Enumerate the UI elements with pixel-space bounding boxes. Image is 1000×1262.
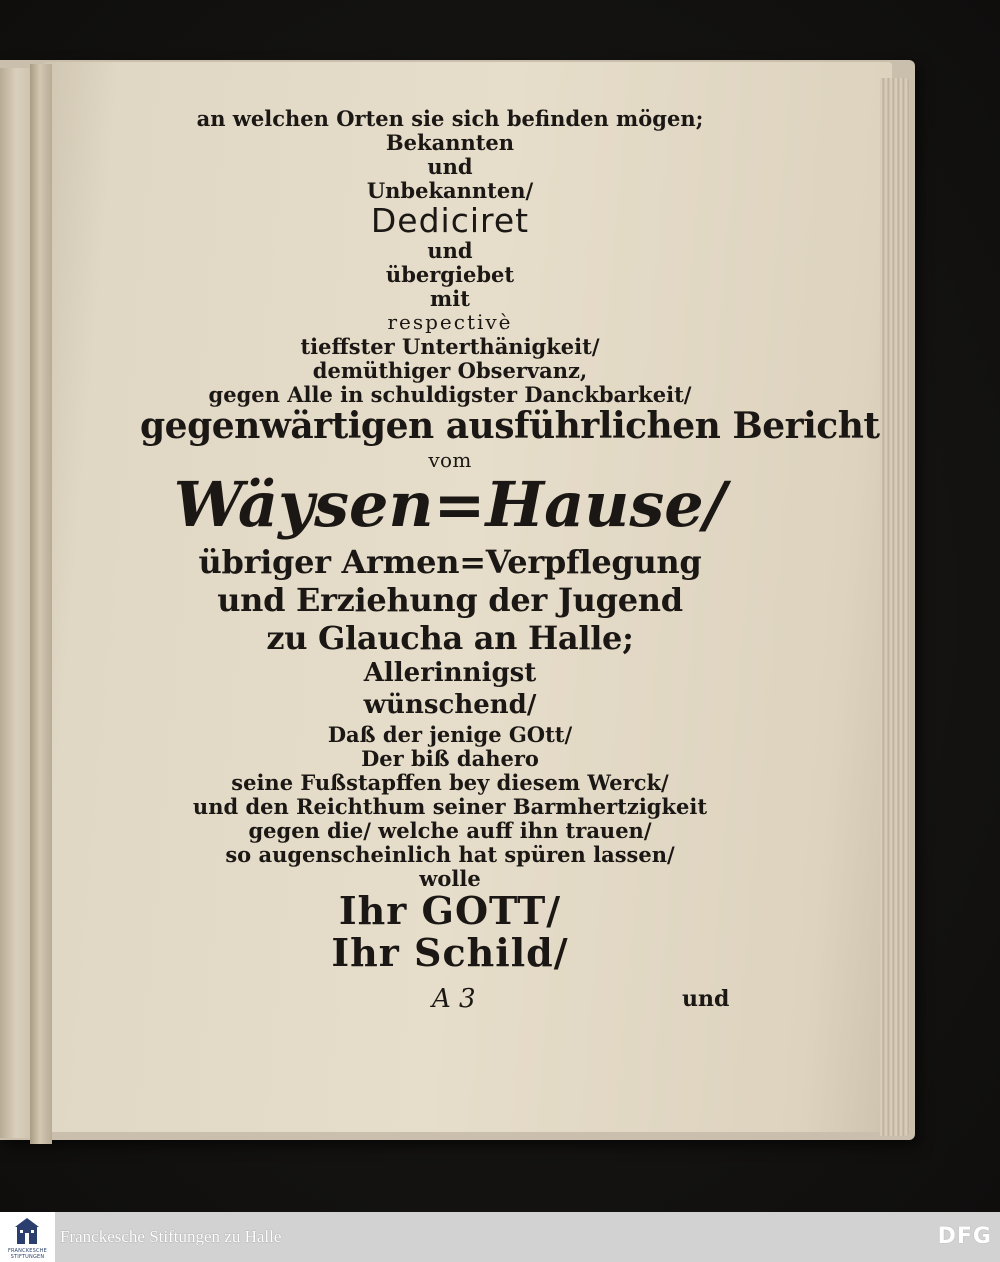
text-line: seine Fußstapffen bey diesem Werck/ bbox=[231, 770, 669, 795]
text-line: Ihr GOTT/ bbox=[338, 888, 562, 933]
page-footer-marks bbox=[140, 984, 760, 1018]
text-line: demüthiger Observanz, bbox=[312, 358, 588, 383]
text-line: und Erziehung der Jugend bbox=[217, 581, 683, 619]
footer-title: Franckesche Stiftungen zu Halle bbox=[60, 1227, 282, 1246]
text-line: Allerinnigst bbox=[363, 658, 537, 688]
text-line: Unbekannten/ bbox=[366, 178, 534, 203]
orphanage-building-icon bbox=[14, 1216, 40, 1246]
text-line: Der biß dahero bbox=[361, 746, 539, 771]
book-gutter bbox=[30, 64, 52, 1144]
text-line: und den Reichthum seiner Barmhertzigkeit bbox=[192, 794, 708, 819]
page-text bbox=[140, 106, 880, 976]
text-line: Daß der jenige GOtt/ bbox=[327, 722, 573, 747]
text-line: zu Glaucha an Halle; bbox=[266, 619, 634, 657]
logo-text: FRANCKESCHE STIFTUNGEN bbox=[7, 1248, 48, 1260]
text-line: gegen die/ welche auff ihn trauen/ bbox=[248, 818, 652, 843]
text-line: vom bbox=[428, 448, 472, 472]
text-line: mit bbox=[430, 286, 470, 311]
text-line: Dediciret bbox=[370, 201, 530, 240]
text-line: Wäysen=Hause/ bbox=[173, 468, 727, 541]
text-line: übergiebet bbox=[385, 262, 515, 287]
dfg-logo: DFG bbox=[937, 1224, 992, 1249]
text-line: Ihr Schild/ bbox=[331, 930, 569, 975]
text-line: gegen Alle in schuldigster Danckbarkeit/ bbox=[208, 382, 692, 407]
catchword: und bbox=[682, 986, 730, 1012]
page-stack-edge bbox=[880, 78, 910, 1136]
signature-mark: A 3 bbox=[432, 984, 476, 1014]
text-line: so augenscheinlich hat spüren lassen/ bbox=[225, 842, 675, 867]
text-line: gegenwärtigen ausführlichen Bericht bbox=[140, 405, 880, 447]
text-line: übriger Armen=Verpflegung bbox=[198, 543, 702, 581]
text-line: und bbox=[427, 238, 473, 263]
text-line: und bbox=[427, 154, 473, 179]
text-line: an welchen Orten sie sich befinden mögen; bbox=[196, 106, 704, 131]
text-line: wolle bbox=[419, 866, 481, 891]
franckesche-logo[interactable] bbox=[0, 1212, 55, 1262]
text-line: Bekannten bbox=[385, 130, 515, 155]
text-line: respectivè bbox=[387, 310, 513, 334]
footer-bar bbox=[0, 1212, 1000, 1262]
text-line: wünschend/ bbox=[363, 690, 537, 720]
text-line: tieffster Unterthänigkeit/ bbox=[300, 334, 600, 359]
